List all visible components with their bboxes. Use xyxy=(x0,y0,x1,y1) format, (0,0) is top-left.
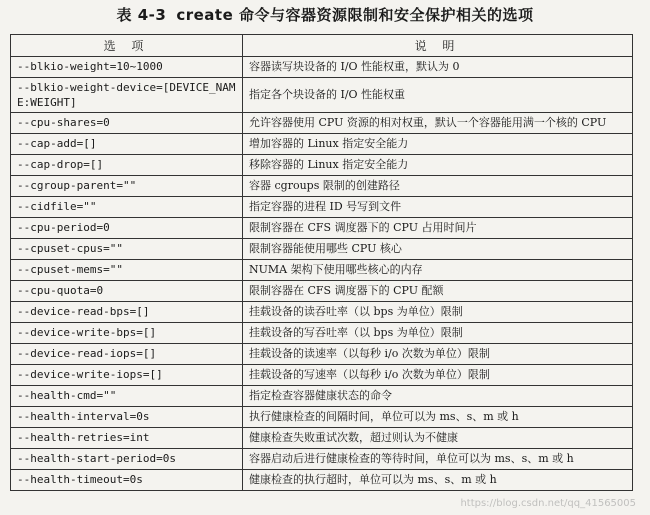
option-cell: --cpu-period=0 xyxy=(11,218,243,239)
option-cell: --cpuset-mems="" xyxy=(11,260,243,281)
description-cell: 增加容器的 Linux 指定安全能力 xyxy=(243,134,633,155)
description-cell: 执行健康检查的间隔时间，单位可以为 ms、s、m 或 h xyxy=(243,407,633,428)
table-row xyxy=(11,323,633,344)
option-cell: --health-timeout=0s xyxy=(11,470,243,491)
table-row xyxy=(11,113,633,134)
table-row xyxy=(11,155,633,176)
table-row xyxy=(11,302,633,323)
description-cell: 挂载设备的读吞吐率（以 bps 为单位）限制 xyxy=(243,302,633,323)
description-cell: 容器读写块设备的 I/O 性能权重，默认为 0 xyxy=(243,57,633,78)
header-option: 选 项 xyxy=(11,35,243,57)
watermark: https://blog.csdn.net/qq_41565005 xyxy=(460,498,636,509)
header-description: 说 明 xyxy=(243,35,633,57)
description-cell: 指定容器的进程 ID 号写到文件 xyxy=(243,197,633,218)
caption-title: create 命令与容器资源限制和安全保护相关的选项 xyxy=(176,6,534,24)
option-cell: --cpu-quota=0 xyxy=(11,281,243,302)
table-row xyxy=(11,470,633,491)
description-cell: 指定检查容器健康状态的命令 xyxy=(243,386,633,407)
description-cell: 容器 cgroups 限制的创建路径 xyxy=(243,176,633,197)
table-row xyxy=(11,407,633,428)
table-row xyxy=(11,260,633,281)
option-cell: --cap-drop=[] xyxy=(11,155,243,176)
description-cell: 挂载设备的读速率（以每秒 i/o 次数为单位）限制 xyxy=(243,344,633,365)
table-row xyxy=(11,386,633,407)
description-cell: 挂载设备的写吞吐率（以 bps 为单位）限制 xyxy=(243,323,633,344)
option-cell: --blkio-weight=10~1000 xyxy=(11,57,243,78)
table-row xyxy=(11,176,633,197)
option-cell: --device-write-bps=[] xyxy=(11,323,243,344)
table-row xyxy=(11,239,633,260)
option-cell: --health-interval=0s xyxy=(11,407,243,428)
description-cell: 限制容器在 CFS 调度器下的 CPU 占用时间片 xyxy=(243,218,633,239)
caption-number: 表 4-3 xyxy=(116,6,167,24)
options-table xyxy=(10,34,633,491)
table-body xyxy=(11,57,633,491)
table-row xyxy=(11,134,633,155)
description-cell: 限制容器能使用哪些 CPU 核心 xyxy=(243,239,633,260)
option-cell: --device-read-iops=[] xyxy=(11,344,243,365)
table-row xyxy=(11,428,633,449)
table-header-row xyxy=(11,35,633,57)
option-cell: --health-cmd="" xyxy=(11,386,243,407)
description-cell: 移除容器的 Linux 指定安全能力 xyxy=(243,155,633,176)
description-cell: NUMA 架构下使用哪些核心的内存 xyxy=(243,260,633,281)
table-caption xyxy=(0,4,650,30)
table-row xyxy=(11,57,633,78)
option-cell: --health-retries=int xyxy=(11,428,243,449)
option-cell: --device-write-iops=[] xyxy=(11,365,243,386)
description-cell: 指定各个块设备的 I/O 性能权重 xyxy=(243,78,633,113)
option-cell: --device-read-bps=[] xyxy=(11,302,243,323)
option-cell: --cpuset-cpus="" xyxy=(11,239,243,260)
option-cell: --health-start-period=0s xyxy=(11,449,243,470)
description-cell: 健康检查的执行超时，单位可以为 ms、s、m 或 h xyxy=(243,470,633,491)
option-cell: --cgroup-parent="" xyxy=(11,176,243,197)
table-row xyxy=(11,365,633,386)
table-row xyxy=(11,344,633,365)
description-cell: 限制容器在 CFS 调度器下的 CPU 配额 xyxy=(243,281,633,302)
table-row xyxy=(11,218,633,239)
description-cell: 允许容器使用 CPU 资源的相对权重，默认一个容器能用满一个核的 CPU xyxy=(243,113,633,134)
description-cell: 容器启动后进行健康检查的等待时间，单位可以为 ms、s、m 或 h xyxy=(243,449,633,470)
table-row xyxy=(11,281,633,302)
table-row xyxy=(11,449,633,470)
option-cell: --cpu-shares=0 xyxy=(11,113,243,134)
option-cell: --cap-add=[] xyxy=(11,134,243,155)
table-row xyxy=(11,78,633,113)
option-cell: --cidfile="" xyxy=(11,197,243,218)
description-cell: 健康检查失败重试次数，超过则认为不健康 xyxy=(243,428,633,449)
table-row xyxy=(11,197,633,218)
option-cell: --blkio-weight-device=[DEVICE_NAME:WEIGHT] xyxy=(11,78,243,113)
description-cell: 挂载设备的写速率（以每秒 i/o 次数为单位）限制 xyxy=(243,365,633,386)
